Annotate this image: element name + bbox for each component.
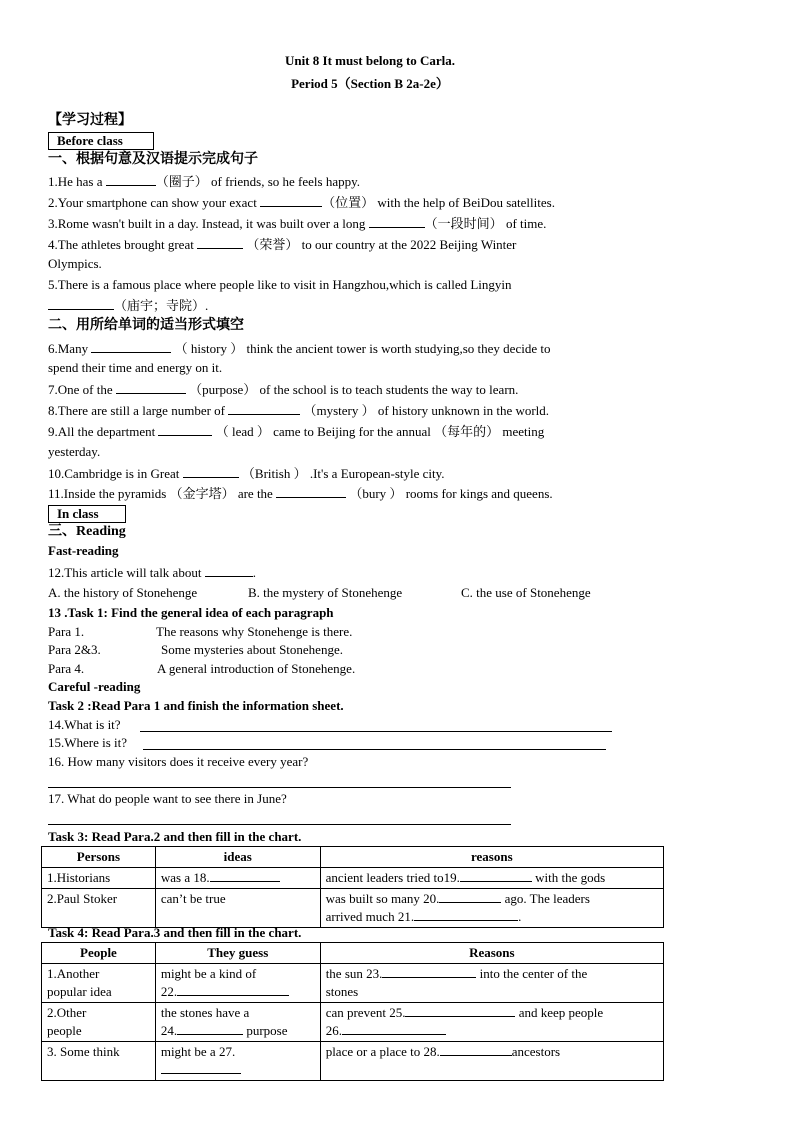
table-row — [42, 1003, 664, 1042]
task3-idea-2: can’t be true — [155, 889, 320, 928]
task3-idea-1-text: was a 18. — [160, 870, 210, 885]
question-14: 14.What is it? — [48, 717, 121, 732]
q1-text-end: of friends, so he feels happy. — [211, 174, 361, 189]
para1-idea: The reasons why Stonehenge is there. — [156, 624, 353, 639]
blank-21[interactable] — [414, 908, 518, 921]
q9-continued: yesterday. — [48, 444, 101, 459]
q4-continued: Olympics. — [48, 256, 102, 271]
section2-heading: 二、用所给单词的适当形式填空 — [48, 318, 244, 333]
task3-reason-1-text: ancient leaders tried to19. — [325, 870, 460, 885]
blank-20[interactable] — [439, 890, 501, 903]
task4-guess-2-b: 24. — [160, 1023, 178, 1038]
q2-text-end: with the help of BeiDou satellites. — [377, 195, 555, 210]
task3-header-reasons: reasons — [320, 847, 663, 868]
task3-reason-1 — [320, 868, 663, 889]
blank-26[interactable] — [342, 1022, 446, 1035]
q11-cn-hint: （金字塔） — [169, 487, 235, 502]
question-1 — [48, 173, 360, 191]
q1-blank[interactable] — [106, 173, 156, 186]
q11-text-mid: are the — [237, 486, 273, 501]
q2-text: 2.Your smartphone can show your exact — [48, 195, 257, 210]
q7-hint: （purpose） — [189, 382, 257, 397]
q12-option-a[interactable]: A. the history of Stonehenge — [48, 585, 198, 600]
task3-reason-2-end: . — [518, 909, 522, 924]
task4-header-reasons: Reasons — [320, 943, 663, 964]
task4-guess-3 — [155, 1042, 320, 1081]
task3-reason-2-mid: ago. The leaders — [504, 891, 590, 906]
blank-25[interactable] — [405, 1004, 515, 1017]
blank-19[interactable] — [460, 869, 532, 882]
question-3 — [48, 215, 546, 233]
blank-23[interactable] — [382, 965, 476, 978]
q9-text-mid: came to Beijing for the annual — [273, 424, 431, 439]
task3-idea-1 — [155, 868, 320, 889]
task4-people-1 — [42, 964, 156, 1003]
task4-header-people: People — [42, 943, 156, 964]
task4-people-2 — [42, 1003, 156, 1042]
q11-text-end: rooms for kings and queens. — [405, 486, 553, 501]
table-row — [42, 889, 664, 928]
question-4 — [48, 236, 516, 254]
q3-blank[interactable] — [369, 215, 425, 228]
question-6 — [48, 340, 550, 357]
fast-reading-label: Fast-reading — [48, 543, 119, 558]
q8-text-end: of history unknown in the world. — [377, 403, 550, 418]
task4-people-1-a: 1.Another — [47, 966, 100, 981]
task3-person-2: 2.Paul Stoker — [42, 889, 156, 928]
q10-hint: （British ） — [241, 466, 307, 481]
question-12 — [48, 564, 256, 581]
period-subtitle: Period 5（Section B 2a-2e） — [291, 76, 449, 91]
task4-guess-2-c: purpose — [246, 1023, 288, 1038]
task4-reason-1 — [320, 964, 663, 1003]
q9-blank[interactable] — [158, 423, 212, 436]
q12-blank[interactable] — [205, 564, 253, 577]
task4-reason-3 — [320, 1042, 663, 1081]
q6-blank[interactable] — [91, 340, 171, 353]
task4-reason-2-a: can prevent 25. — [325, 1005, 406, 1020]
question-9 — [48, 423, 544, 441]
q1-hint: （圈子） — [155, 175, 208, 190]
q11-blank[interactable] — [276, 485, 346, 498]
q12-option-c[interactable]: C. the use of Stonehenge — [461, 585, 591, 600]
q6-continued: spend their time and energy on it. — [48, 360, 223, 375]
q5-text-end: . — [205, 298, 209, 313]
q9-text: 9.All the department — [48, 424, 156, 439]
question-15: 15.Where is it? — [48, 735, 128, 750]
q11-hint: （bury ） — [349, 486, 403, 501]
q10-blank[interactable] — [183, 465, 239, 478]
q6-text-end: think the ancient tower is worth studying,so they decide to — [246, 341, 551, 356]
table-row — [42, 868, 664, 889]
q6-text: 6.Many — [48, 341, 89, 356]
learning-process-label: 【学习过程】 — [48, 113, 132, 128]
q4-hint: （荣誉） — [246, 238, 299, 253]
task2-heading: Task 2 :Read Para 1 and finish the information sheet. — [48, 698, 344, 713]
task3-reason-2-line2: arrived much 21. — [325, 909, 415, 924]
q3-text: 3.Rome wasn't built in a day. Instead, it was built over a long — [48, 216, 366, 231]
question-5-continued — [48, 297, 208, 315]
q5-blank[interactable] — [48, 297, 114, 310]
task3-reason-2-text: was built so many 20. — [325, 891, 440, 906]
q10-text: 10.Cambridge is in Great — [48, 466, 180, 481]
question-5 — [48, 277, 512, 293]
task4-guess-1-b: 22. — [160, 984, 178, 999]
q12-text: 12.This article will talk about — [48, 565, 202, 580]
q6-hint: （ history ） — [174, 341, 244, 356]
table-row — [42, 964, 664, 1003]
task4-reason-2 — [320, 1003, 663, 1042]
q9-text-end: meeting — [502, 424, 545, 439]
blank-22[interactable] — [177, 983, 289, 996]
question-17: 17. What do people want to see there in June? — [48, 791, 287, 806]
q16-answer-line[interactable] — [48, 787, 511, 788]
q3-text-end: of time. — [505, 216, 547, 231]
q17-answer-line[interactable] — [48, 824, 511, 825]
before-class-box — [48, 132, 154, 150]
question-8 — [48, 402, 549, 419]
question-16: 16. How many visitors does it receive every year? — [48, 754, 309, 769]
q9-hint: （ lead ） — [215, 424, 270, 439]
task3-header-row — [42, 847, 664, 868]
blank-24[interactable] — [177, 1022, 243, 1035]
blank-27[interactable] — [161, 1061, 241, 1074]
task3-person-1: 1.Historians — [42, 868, 156, 889]
task3-header-persons: Persons — [42, 847, 156, 868]
q4-blank[interactable] — [197, 236, 243, 249]
q8-blank[interactable] — [228, 402, 300, 415]
q15-answer-line[interactable] — [143, 749, 606, 750]
q2-hint: （位置） — [322, 196, 375, 211]
para4-idea: A general introduction of Stonehenge. — [157, 661, 356, 676]
q7-text: 7.One of the — [48, 382, 113, 397]
task3-chart — [41, 846, 664, 928]
task4-guess-1-a: might be a kind of — [160, 966, 257, 981]
task4-reason-3-b: ancestors — [511, 1044, 561, 1059]
task4-header-guess: They guess — [155, 943, 320, 964]
q12-period: . — [252, 565, 256, 580]
q11-text: 11.Inside the pyramids — [48, 486, 167, 501]
task3-header-ideas: ideas — [155, 847, 320, 868]
question-10 — [48, 465, 445, 482]
task4-people-2-b: people — [47, 1023, 82, 1038]
question-2 — [48, 194, 555, 212]
q8-hint: （mystery ） — [303, 403, 375, 418]
para2-3-label: Para 2&3. — [48, 642, 101, 657]
task1-heading: 13 .Task 1: Find the general idea of each paragraph — [48, 605, 334, 620]
task4-people-1-b: popular idea — [47, 984, 112, 999]
question-11 — [48, 485, 553, 503]
para4-label: Para 4. — [48, 661, 85, 676]
task4-reason-1-a: the sun 23. — [325, 966, 383, 981]
q5-text: 5.There is a famous place where people like to visit in Hangzhou,which is called Lingyin — [48, 277, 512, 292]
q10-text-end: .It's a European-style city. — [309, 466, 445, 481]
task4-people-2-a: 2.Other — [47, 1005, 87, 1020]
para1-label: Para 1. — [48, 624, 85, 639]
section1-heading: 一、根据句意及汉语提示完成句子 — [48, 152, 258, 167]
q4-text: 4.The athletes brought great — [48, 237, 194, 252]
q14-answer-line[interactable] — [140, 731, 612, 732]
task3-reason-2 — [320, 889, 663, 928]
q7-blank[interactable] — [116, 381, 186, 394]
task4-guess-1 — [155, 964, 320, 1003]
table-row — [42, 1042, 664, 1081]
task4-heading: Task 4: Read Para.3 and then fill in the chart. — [48, 925, 302, 940]
q8-text: 8.There are still a large number of — [48, 403, 225, 418]
task4-guess-2-a: the stones have a — [160, 1005, 250, 1020]
task3-heading: Task 3: Read Para.2 and then fill in the chart. — [48, 829, 302, 844]
q12-option-b[interactable]: B. the mystery of Stonehenge — [248, 585, 403, 600]
task4-header-row — [42, 943, 664, 964]
q5-hint: （庙宇；寺院） — [114, 299, 206, 314]
task4-guess-2 — [155, 1003, 320, 1042]
before-class-label: Before class — [57, 133, 123, 148]
task4-guess-3-a: might be a 27. — [160, 1044, 236, 1059]
q9-hint-2: （每年的） — [434, 425, 500, 440]
section3-heading: 三、Reading — [48, 524, 126, 539]
task4-chart — [41, 942, 664, 1081]
q7-text-end: of the school is to teach students the way to learn. — [259, 382, 519, 397]
task3-reason-1-end: with the gods — [535, 870, 606, 885]
in-class-label: In class — [57, 506, 99, 521]
in-class-box — [48, 505, 126, 523]
unit-title: Unit 8 It must belong to Carla. — [284, 53, 456, 68]
q2-blank[interactable] — [260, 194, 322, 207]
task4-reason-1-b: into the center of the — [479, 966, 588, 981]
careful-reading-label: Careful -reading — [48, 679, 141, 694]
q3-hint: （一段时间） — [424, 217, 503, 232]
task4-reason-1-c: stones — [325, 984, 359, 999]
question-7 — [48, 381, 518, 398]
task4-people-3: 3. Some think — [42, 1042, 156, 1081]
task4-reason-3-a: place or a place to 28. — [325, 1044, 440, 1059]
task4-reason-2-b: and keep people — [518, 1005, 604, 1020]
para2-3-idea: Some mysteries about Stonehenge. — [161, 642, 343, 657]
blank-18[interactable] — [210, 869, 280, 882]
q1-text: 1.He has a — [48, 174, 103, 189]
blank-28[interactable] — [440, 1043, 512, 1056]
task4-reason-2-c: 26. — [325, 1023, 342, 1038]
q4-text-end: to our country at the 2022 Beijing Winter — [301, 237, 517, 252]
